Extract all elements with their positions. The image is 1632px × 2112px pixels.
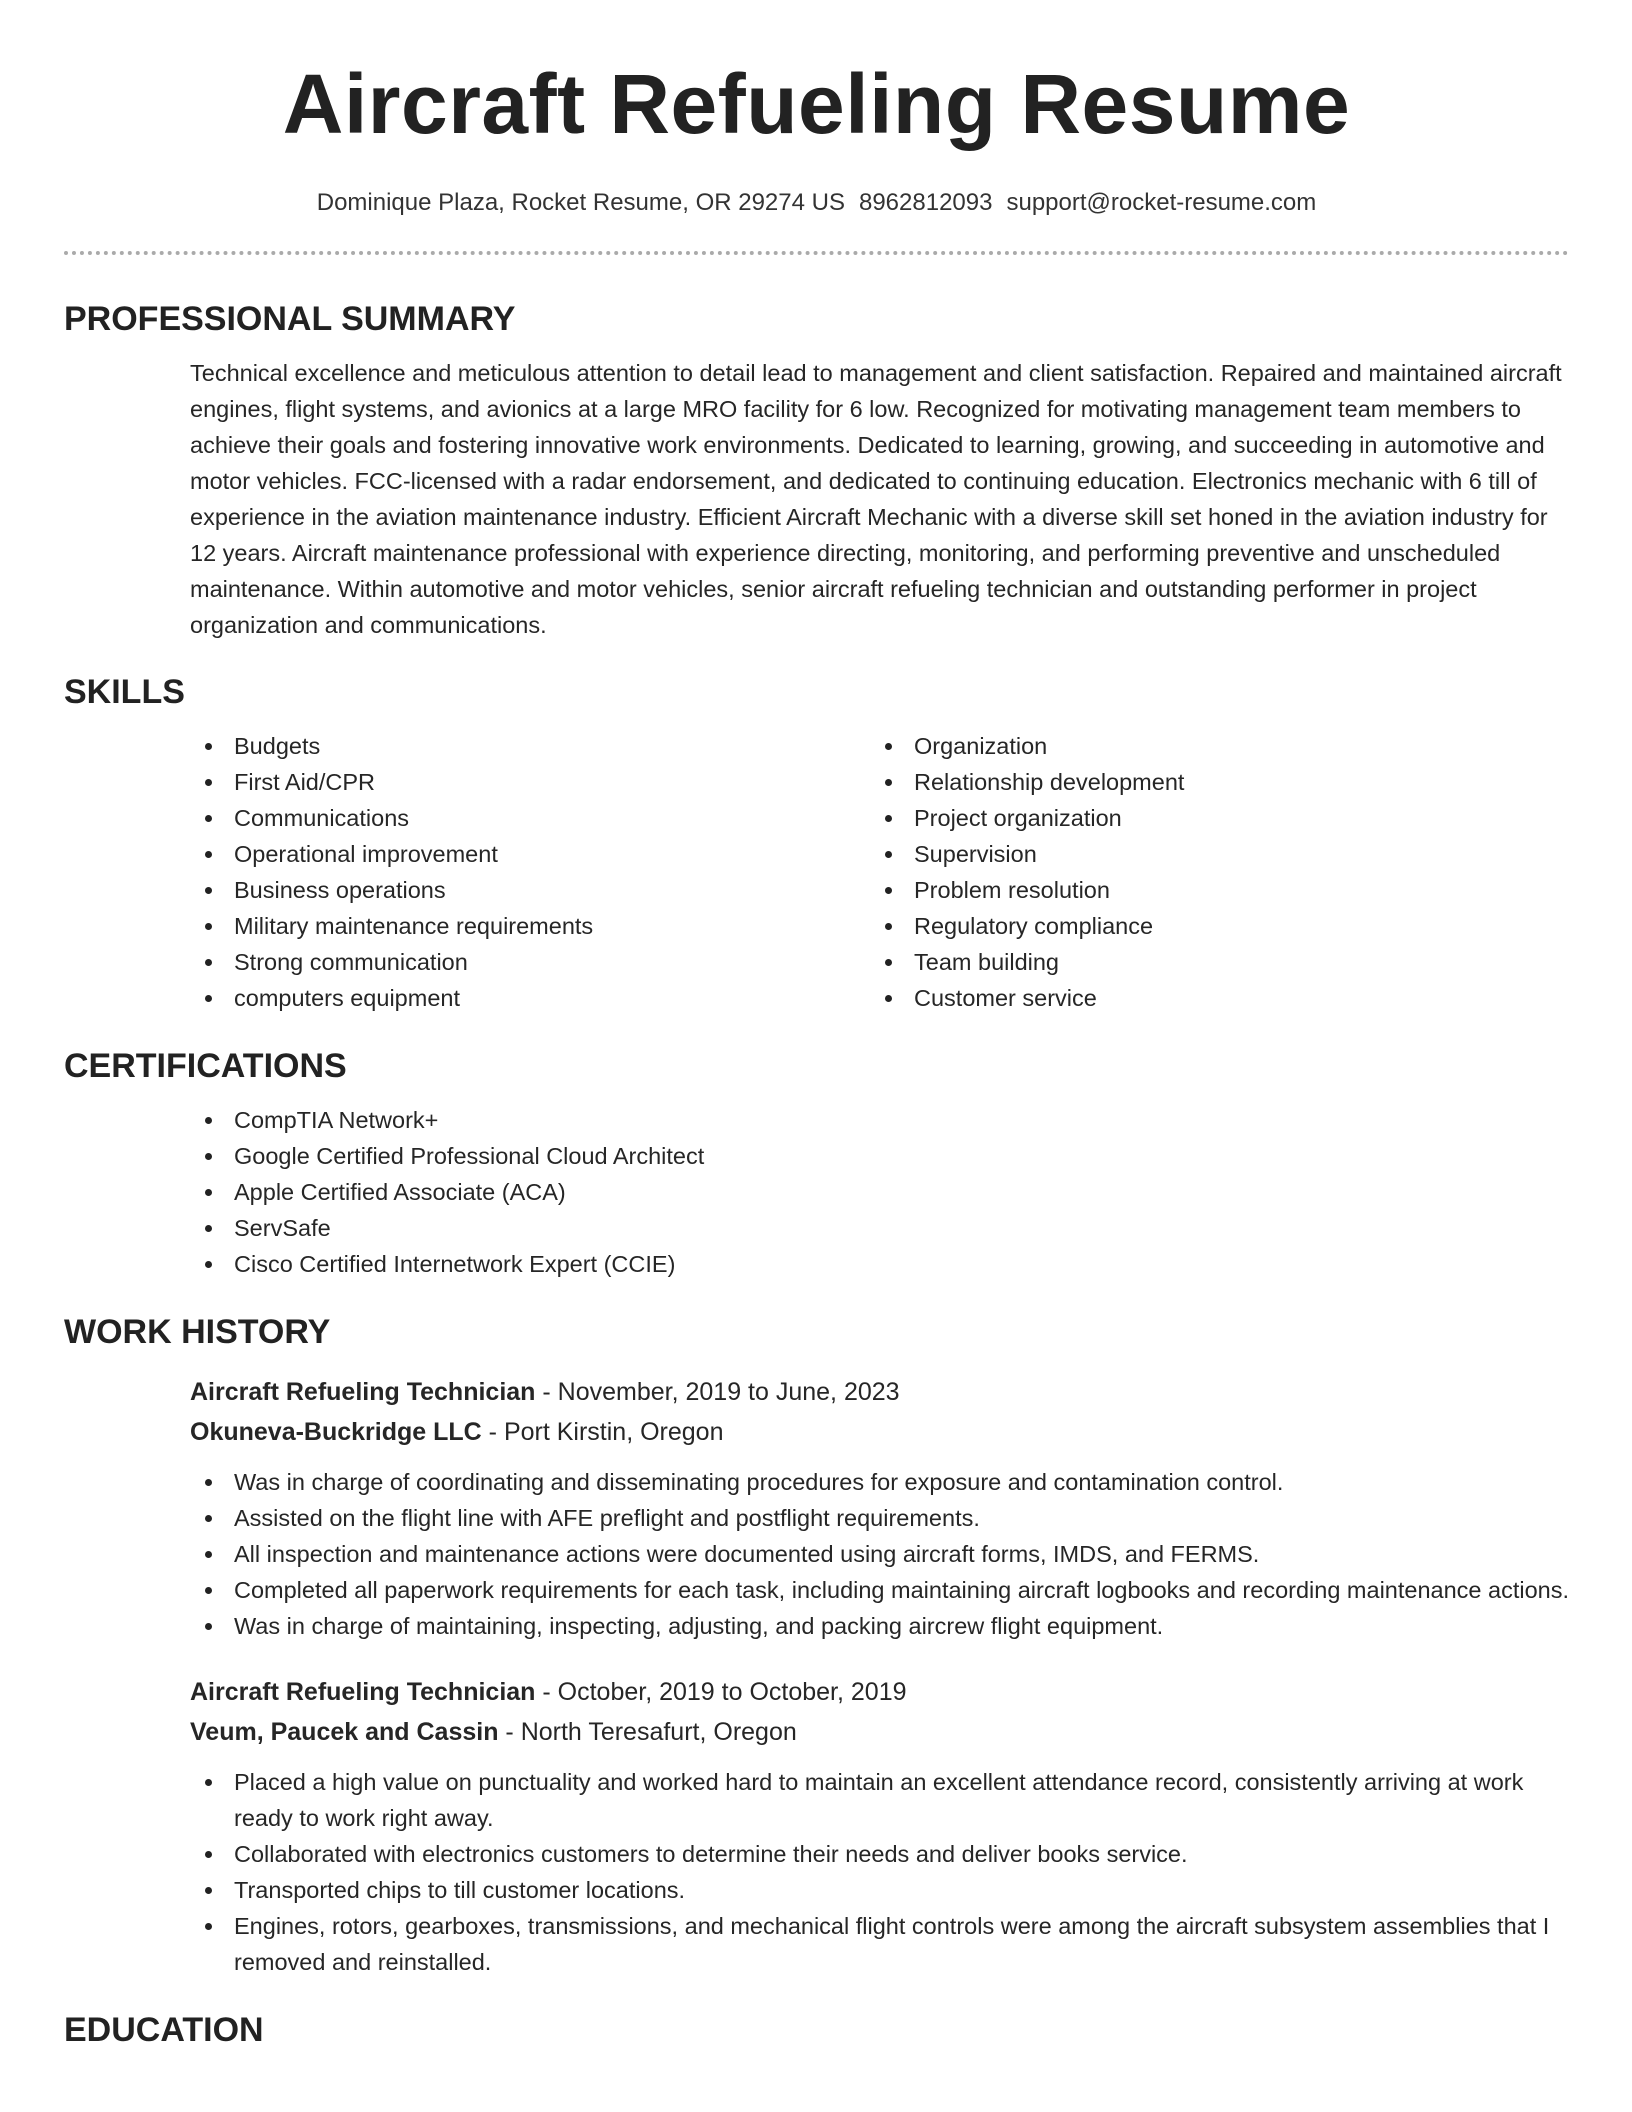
list-item: Team building [870, 944, 1550, 980]
list-item: Relationship development [870, 764, 1550, 800]
job-entry [190, 1372, 1569, 1644]
skills-list [190, 728, 1569, 1016]
list-item: Was in charge of maintaining, inspecting, adjusting, and packing aircrew flight equipment. [190, 1608, 1569, 1644]
list-item: All inspection and maintenance actions were documented using aircraft forms, IMDS, and FERMS. [190, 1536, 1569, 1572]
job-entry [190, 1672, 1569, 1980]
resume-page [64, 0, 1569, 2050]
skills-heading: SKILLS [64, 673, 185, 711]
job-bullets [190, 1764, 1569, 1980]
job-title-line [190, 1372, 1569, 1412]
job-dates: - October, 2019 to October, 2019 [535, 1678, 907, 1706]
list-item: Business operations [190, 872, 870, 908]
education-heading: EDUCATION [64, 2011, 264, 2049]
list-item: Engines, rotors, gearboxes, transmissions, and mechanical flight controls were among the aircraft subsystem assemblies that I removed and reinstalled. [190, 1908, 1569, 1980]
summary-text: Technical excellence and meticulous attention to detail lead to management and client satisfaction. Repaired and maintained aircraft engines, flight systems, and avionics at a large MRO facility for 6 low. Recognized for motivating management team members to achieve their goals and fostering innovative work environments. Dedicated to learning, growing, and succeeding in automotive and motor vehicles. FCC-licensed with a radar endorsement, and dedicated to continuing education. Electronics mechanic with 6 till of experience in the aviation maintenance industry. Efficient Aircraft Mechanic with a diverse skill set honed in the aviation industry for 12 years. Aircraft maintenance professional with experience directing, monitoring, and performing preventive and unscheduled maintenance. Within automotive and motor vehicles, senior aircraft refueling technician and outstanding performer in project organization and communications. [190, 360, 1562, 638]
list-item: Placed a high value on punctuality and worked hard to maintain an excellent attendance record, consistently arriving at work ready to work right away. [190, 1764, 1569, 1836]
header-divider [64, 251, 1569, 255]
job-company-line [190, 1412, 1569, 1452]
list-item: Strong communication [190, 944, 870, 980]
skills-column-left [190, 728, 870, 1016]
job-title-line [190, 1672, 1569, 1712]
job-title: Aircraft Refueling Technician [190, 1378, 536, 1406]
resume-title: Aircraft Refueling Resume [282, 57, 1351, 151]
list-item: Budgets [190, 728, 870, 764]
work-history-heading: WORK HISTORY [64, 1313, 331, 1351]
list-item: Problem resolution [870, 872, 1550, 908]
skills-column-right [870, 728, 1550, 1016]
list-item: Completed all paperwork requirements for each task, including maintaining aircraft logbooks and recording maintenance actions. [190, 1572, 1569, 1608]
job-company: Okuneva-Buckridge LLC [190, 1418, 482, 1446]
list-item: Transported chips to till customer locations. [190, 1872, 1569, 1908]
job-bullets [190, 1464, 1569, 1644]
list-item: Google Certified Professional Cloud Architect [190, 1138, 1569, 1174]
contact-line [64, 188, 1569, 218]
job-location: - Port Kirstin, Oregon [481, 1418, 724, 1446]
list-item: Operational improvement [190, 836, 870, 872]
contact-address: Dominique Plaza, Rocket Resume, OR 29274 US [316, 189, 845, 216]
contact-phone: 8962812093 [858, 189, 993, 216]
certifications-list [190, 1102, 1569, 1282]
certifications-heading: CERTIFICATIONS [64, 1047, 347, 1085]
summary-heading: PROFESSIONAL SUMMARY [64, 300, 516, 338]
list-item: Collaborated with electronics customers to determine their needs and deliver books service. [190, 1836, 1569, 1872]
job-dates: - November, 2019 to June, 2023 [535, 1378, 900, 1406]
list-item: First Aid/CPR [190, 764, 870, 800]
list-item: ServSafe [190, 1210, 1569, 1246]
list-item: Was in charge of coordinating and disseminating procedures for exposure and contamination control. [190, 1464, 1569, 1500]
job-location: - North Teresafurt, Oregon [498, 1718, 797, 1746]
job-title: Aircraft Refueling Technician [190, 1678, 536, 1706]
list-item: Supervision [870, 836, 1550, 872]
list-item: CompTIA Network+ [190, 1102, 1569, 1138]
job-company-line [190, 1712, 1569, 1752]
list-item: Communications [190, 800, 870, 836]
list-item: Cisco Certified Internetwork Expert (CCIE) [190, 1246, 1569, 1282]
list-item: Regulatory compliance [870, 908, 1550, 944]
list-item: computers equipment [190, 980, 870, 1016]
list-item: Military maintenance requirements [190, 908, 870, 944]
job-company: Veum, Paucek and Cassin [190, 1718, 499, 1746]
contact-email[interactable]: support@rocket-resume.com [1006, 189, 1317, 216]
list-item: Customer service [870, 980, 1550, 1016]
list-item: Project organization [870, 800, 1550, 836]
list-item: Apple Certified Associate (ACA) [190, 1174, 1569, 1210]
list-item: Organization [870, 728, 1550, 764]
list-item: Assisted on the flight line with AFE preflight and postflight requirements. [190, 1500, 1569, 1536]
